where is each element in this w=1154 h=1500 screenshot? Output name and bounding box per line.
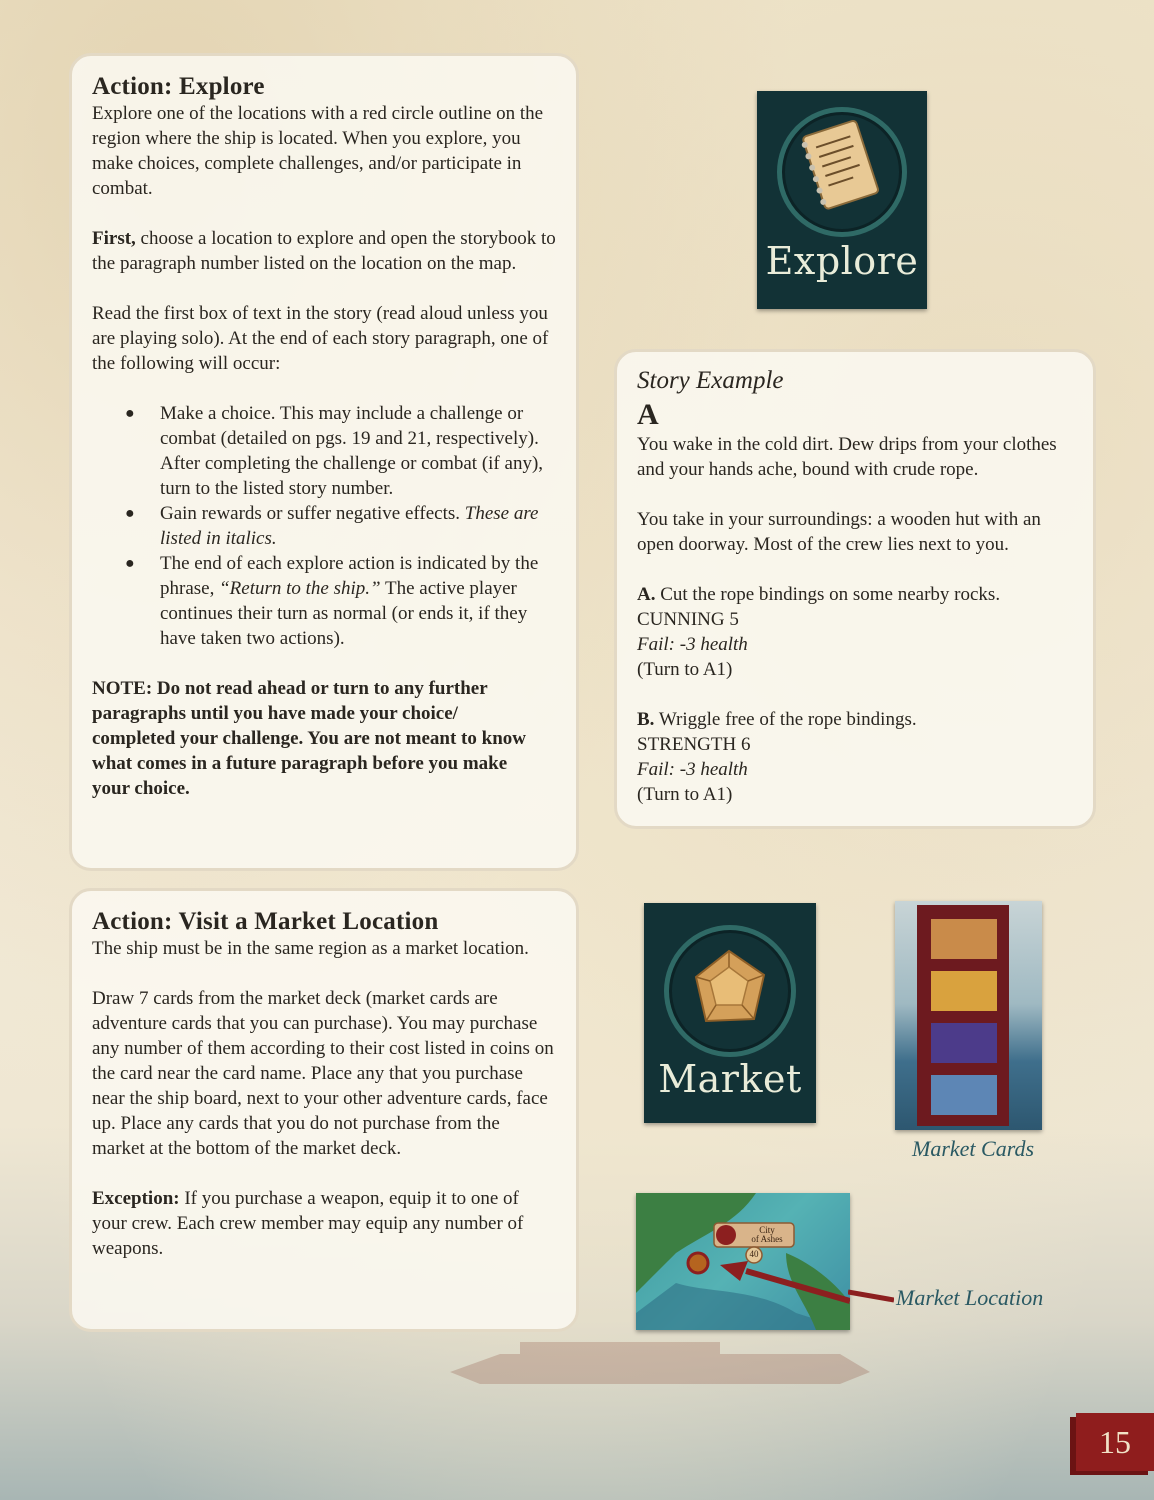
bullet-italic: These are listed in italics. bbox=[160, 503, 539, 549]
option-label: B. bbox=[637, 709, 655, 730]
option-text: Cut the rope bindings on some nearby rocks. bbox=[655, 584, 1001, 605]
map-image bbox=[636, 1193, 850, 1330]
explore-card-image bbox=[757, 91, 927, 309]
market-exception-paragraph bbox=[92, 1186, 556, 1261]
first-label: First, bbox=[92, 228, 136, 249]
story-example-panel bbox=[614, 349, 1096, 829]
market-cards-image bbox=[895, 901, 1042, 1130]
explore-title: Action: Explore bbox=[92, 73, 265, 100]
list-item: ● The end of each explore action is indicated by the phrase, “Return to the ship.” The active player continues their turn as normal (or ends it, if they have taken two actions). bbox=[125, 553, 539, 649]
exception-label: Exception: bbox=[92, 1188, 180, 1209]
option-text: Wriggle free of the rope bindings. bbox=[654, 709, 917, 730]
explore-intro: Explore one of the locations with a red circle outline on the region where the ship is located. When you explore, you make choices, complete challenges, and/or participate in combat. bbox=[92, 103, 544, 199]
bullet-text: Gain rewards or suffer negative effects. bbox=[160, 503, 465, 524]
story-example-title: Story Example bbox=[637, 367, 784, 394]
gem-icon bbox=[674, 933, 784, 1043]
explore-panel bbox=[69, 53, 579, 871]
market-title: Action: Visit a Market Location bbox=[92, 908, 439, 935]
story-paragraph: You wake in the cold dirt. Dew drips from your clothes and your hands ache, bound with crude rope. bbox=[637, 434, 1057, 480]
market-card-label: Market bbox=[658, 1057, 802, 1101]
bullet-text: The end of each explore action is indicated by the phrase, bbox=[160, 553, 539, 599]
option-fail: Fail: -3 health bbox=[637, 634, 748, 655]
story-paragraph: You take in your surroundings: a wooden hut with an open doorway. Most of the crew lies next to you. bbox=[637, 509, 1041, 555]
story-option-b bbox=[637, 707, 1073, 732]
list-item: ● Make a choice. This may include a challenge or combat (detailed on pgs. 19 and 21, respectively). After completing the challenge or combat (if any), turn to the listed story number. bbox=[125, 403, 544, 499]
market-intro: The ship must be in the same region as a market location. bbox=[92, 938, 529, 959]
explore-first-paragraph bbox=[92, 226, 556, 276]
list-item: ● Gain rewards or suffer negative effects. These are listed in italics. bbox=[125, 503, 539, 549]
story-letter: A bbox=[637, 398, 659, 431]
explore-note: NOTE: Do not read ahead or turn to any further paragraphs until you have made your choice/ completed your challenge. You are not meant to know what comes in a future paragraph before you make your choice. bbox=[92, 678, 526, 799]
market-location-arrow bbox=[848, 1288, 894, 1308]
market-card-image bbox=[644, 903, 816, 1123]
map-city-line: of Ashes bbox=[751, 1234, 783, 1244]
card-icon-flame bbox=[931, 971, 997, 1011]
bullet-text: The active player continues their turn as normal (or ends it, if they have taken two actions). bbox=[160, 578, 528, 649]
exception-text: If you purchase a weapon, equip it to one of your crew. Each crew member may equip any number of weapons. bbox=[92, 1188, 524, 1259]
explore-bullet-list bbox=[92, 401, 556, 651]
storybook-icon bbox=[785, 111, 895, 221]
map-art bbox=[636, 1193, 850, 1330]
map-location-number: 40 bbox=[749, 1249, 759, 1259]
option-fail: Fail: -3 health bbox=[637, 759, 748, 780]
bullet-text: Make a choice. This may include a challenge or combat (detailed on pgs. 19 and 21, respectively). After completing the challenge or combat (if any), turn to the listed story number. bbox=[160, 403, 544, 499]
map-city-line: City bbox=[759, 1225, 775, 1235]
explore-card-label: Explore bbox=[765, 239, 919, 283]
ship-silhouette bbox=[440, 1332, 880, 1387]
market-panel bbox=[69, 888, 579, 1332]
map-city-label bbox=[740, 1226, 794, 1244]
market-draw-paragraph: Draw 7 cards from the market deck (market cards are adventure cards that you can purchase). You may purchase any number of them according to their cost listed in coins on the card near the card name. Place any that you purchase near the ship board, next to your other adventure cards, face up. Place any cards that you do not purchase from the market at the bottom of the market deck. bbox=[92, 988, 554, 1159]
option-turn: (Turn to A1) bbox=[637, 659, 733, 680]
page-number: 15 bbox=[1076, 1413, 1154, 1471]
explore-read-paragraph: Read the first box of text in the story (read aloud unless you are playing solo). At the end of each story paragraph, one of the following will occur: bbox=[92, 303, 549, 374]
card-icon-swirl bbox=[931, 919, 997, 959]
bullet-italic: “Return to the ship.” bbox=[219, 578, 381, 599]
market-location-caption: Market Location bbox=[896, 1285, 1044, 1310]
first-text: choose a location to explore and open the storybook to the paragraph number listed on the location on the map. bbox=[92, 228, 556, 274]
option-stat: CUNNING 5 bbox=[637, 609, 739, 630]
card-icon-wave bbox=[931, 1075, 997, 1115]
option-label: A. bbox=[637, 584, 656, 605]
story-option-a bbox=[637, 582, 1073, 607]
market-cards-caption: Market Cards bbox=[912, 1136, 1035, 1161]
option-turn: (Turn to A1) bbox=[637, 784, 733, 805]
card-icon-hand bbox=[931, 1023, 997, 1063]
option-stat: STRENGTH 6 bbox=[637, 734, 751, 755]
